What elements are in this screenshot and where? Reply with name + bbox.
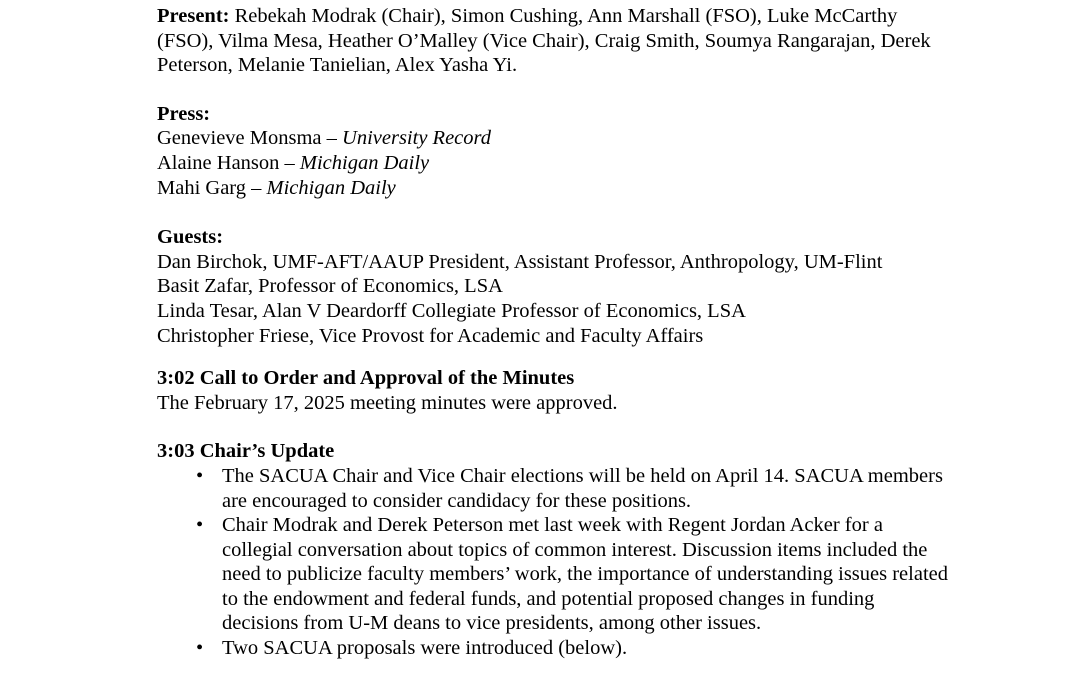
press-entry-publication: Michigan Daily [299, 151, 430, 174]
agenda-item-chairs-update [157, 439, 949, 660]
guests-label: Guests: [157, 226, 224, 249]
press-entry-name: Alaine Hanson – [157, 151, 300, 174]
guest-entry: Christopher Friese, Vice Provost for Academic and Faculty Affairs [157, 324, 704, 347]
agenda-body: The February 17, 2025 meeting minutes were approved. [157, 391, 618, 414]
bullet-item: • Chair Modrak and Derek Peterson met last week with Regent Jordan Acker for a collegial conversation about topics of common interest. Discussion items included the need to publicize faculty members’ work, the importance of understanding issues related to the endowment and federal funds, and potential proposed changes in funding decisions from U-M deans to vice presidents, among other issues. [157, 513, 949, 636]
bullet-item: • Two SACUA proposals were introduced (below). [157, 636, 949, 661]
agenda-heading: 3:02 Call to Order and Approval of the Minutes [157, 367, 575, 390]
present-names: Rebekah Modrak (Chair), Simon Cushing, Ann Marshall (FSO), Luke McCarthy (FSO), Vilma Mesa, Heather O’Malley (Vice Chair), Craig Smith, Soumya Rangarajan, Derek Peterson, Melanie Tanielian, Alex Yasha Yi. [157, 5, 931, 77]
press-entry [157, 126, 949, 151]
guest-entry: Basit Zafar, Professor of Economics, LSA [157, 275, 503, 298]
guests-section [157, 225, 949, 348]
press-entry-publication: University Record [342, 127, 491, 150]
present-paragraph [157, 4, 949, 78]
press-entry-name: Mahi Garg – [157, 176, 267, 199]
bullet-item: • The SACUA Chair and Vice Chair elections will be held on April 14. SACUA members are encouraged to consider candidacy for these positions. [157, 464, 949, 513]
agenda-heading: 3:03 Chair’s Update [157, 440, 335, 463]
press-entry-publication: Michigan Daily [266, 176, 396, 199]
press-entry [157, 151, 949, 176]
present-label: Present: [157, 5, 230, 27]
guest-entry: Dan Birchok, UMF-AFT/AAUP President, Assistant Professor, Anthropology, UM-Flint [157, 250, 883, 273]
agenda-item-call-to-order [157, 366, 949, 415]
minutes-content [157, 4, 949, 661]
guest-entry: Linda Tesar, Alan V Deardorff Collegiate Professor of Economics, LSA [157, 299, 746, 322]
press-entry-name: Genevieve Monsma – [157, 127, 343, 150]
press-section [157, 102, 949, 200]
press-label: Press: [157, 102, 211, 125]
press-entry [157, 176, 949, 201]
chairs-update-bullet-list [157, 464, 949, 661]
